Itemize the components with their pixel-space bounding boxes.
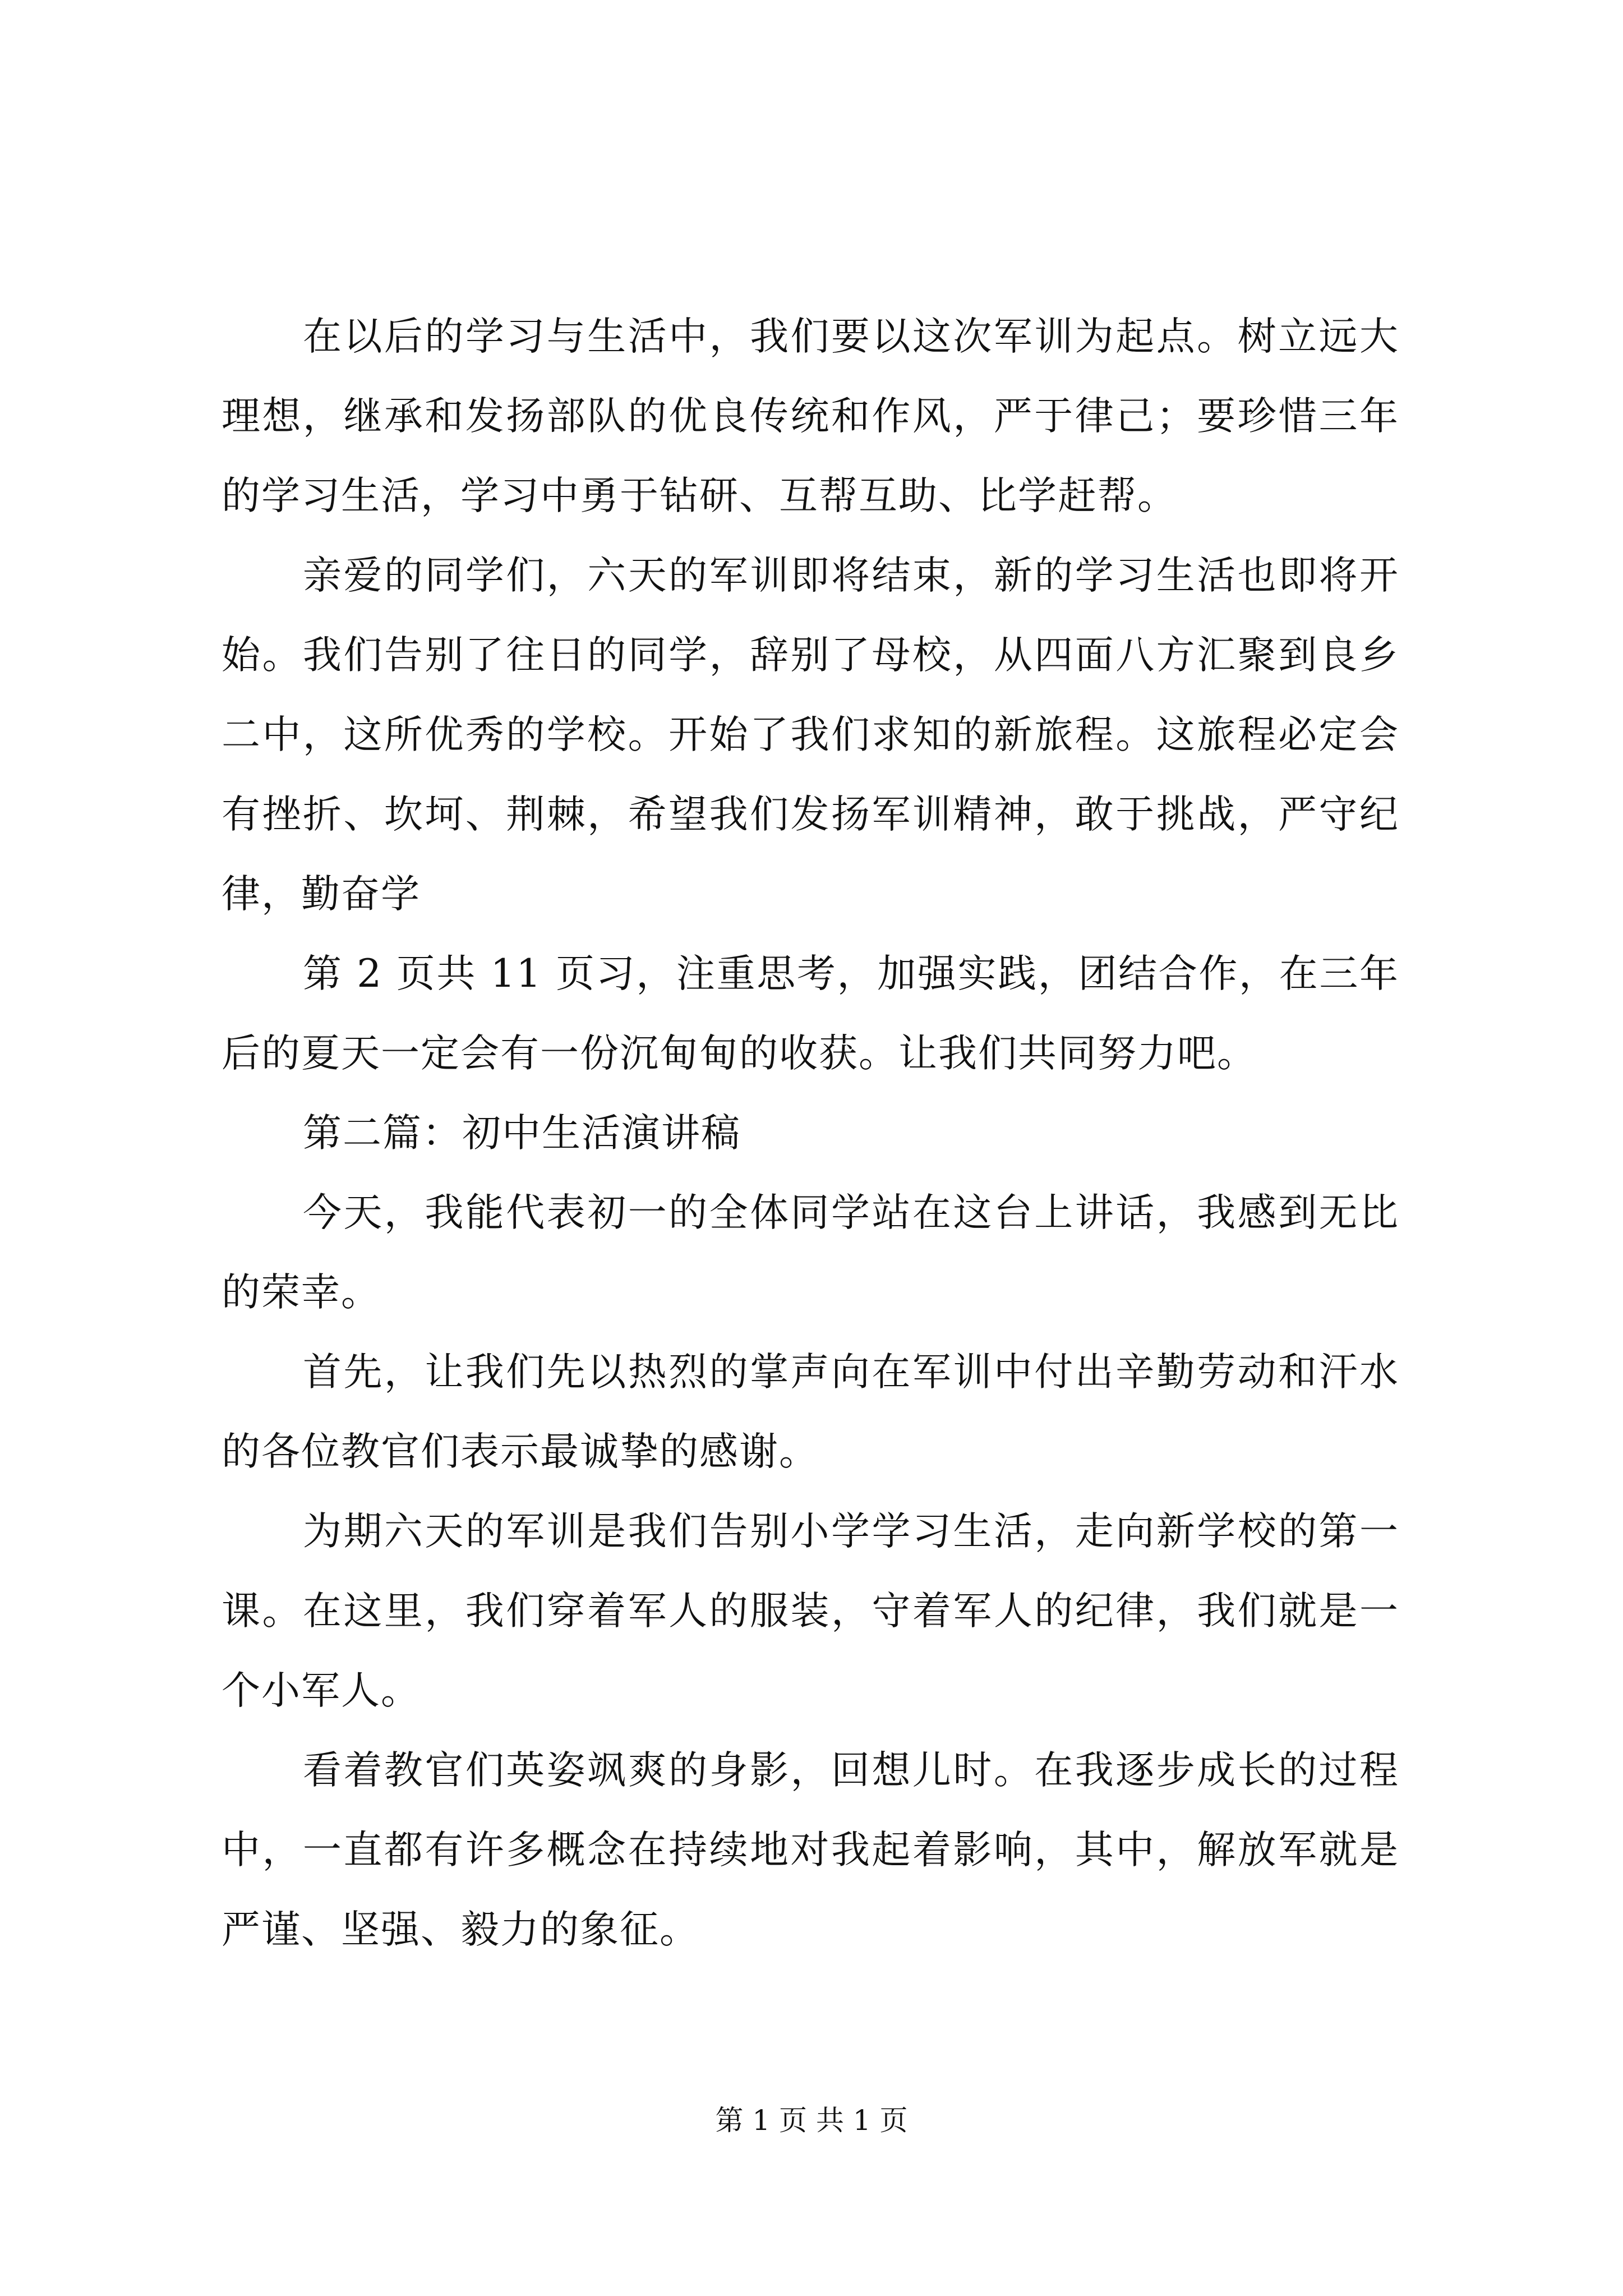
- paragraph-5: 今天，我能代表初一的全体同学站在这台上讲话，我感到无比的荣幸。: [222, 1190, 1399, 1315]
- paragraph-6: 首先，让我们先以热烈的掌声向在军训中付出辛勤劳动和汗水的各位教官们表示最诚挚的感谢。: [222, 1350, 1399, 1474]
- section-heading: 第二篇：初中生活演讲稿: [303, 1111, 741, 1156]
- document-body: [222, 297, 1399, 1970]
- paragraph-2: 亲爱的同学们，六天的军训即将结束，新的学习生活也即将开始。我们告别了往日的同学，辞别了母校，从四面八方汇聚到良乡二中，这所优秀的学校。开始了我们求知的新旅程。这旅程必定会有挫折、坎坷、荆棘，希望我们发扬军训精神，敢于挑战，严守纪律，勤奋学: [222, 553, 1399, 917]
- page-footer: 第 1 页 共 1 页: [715, 2104, 908, 2137]
- paragraph-3: 第 2 页共 11 页习，注重思考，加强实践，团结合作，在三年后的夏天一定会有一份沉甸甸的收获。让我们共同努力吧。: [222, 951, 1399, 1076]
- paragraph-1: 在以后的学习与生活中，我们要以这次军训为起点。树立远大理想，继承和发扬部队的优良传统和作风，严于律己；要珍惜三年的学习生活，学习中勇于钻研、互帮互助、比学赶帮。: [222, 314, 1399, 518]
- paragraph-7: 为期六天的军训是我们告别小学学习生活，走向新学校的第一课。在这里，我们穿着军人的服装，守着军人的纪律，我们就是一个小军人。: [222, 1509, 1399, 1713]
- paragraph-8: 看着教官们英姿飒爽的身影，回想儿时。在我逐步成长的过程中，一直都有许多概念在持续地对我起着影响，其中，解放军就是严谨、坚强、毅力的象征。: [222, 1748, 1399, 1952]
